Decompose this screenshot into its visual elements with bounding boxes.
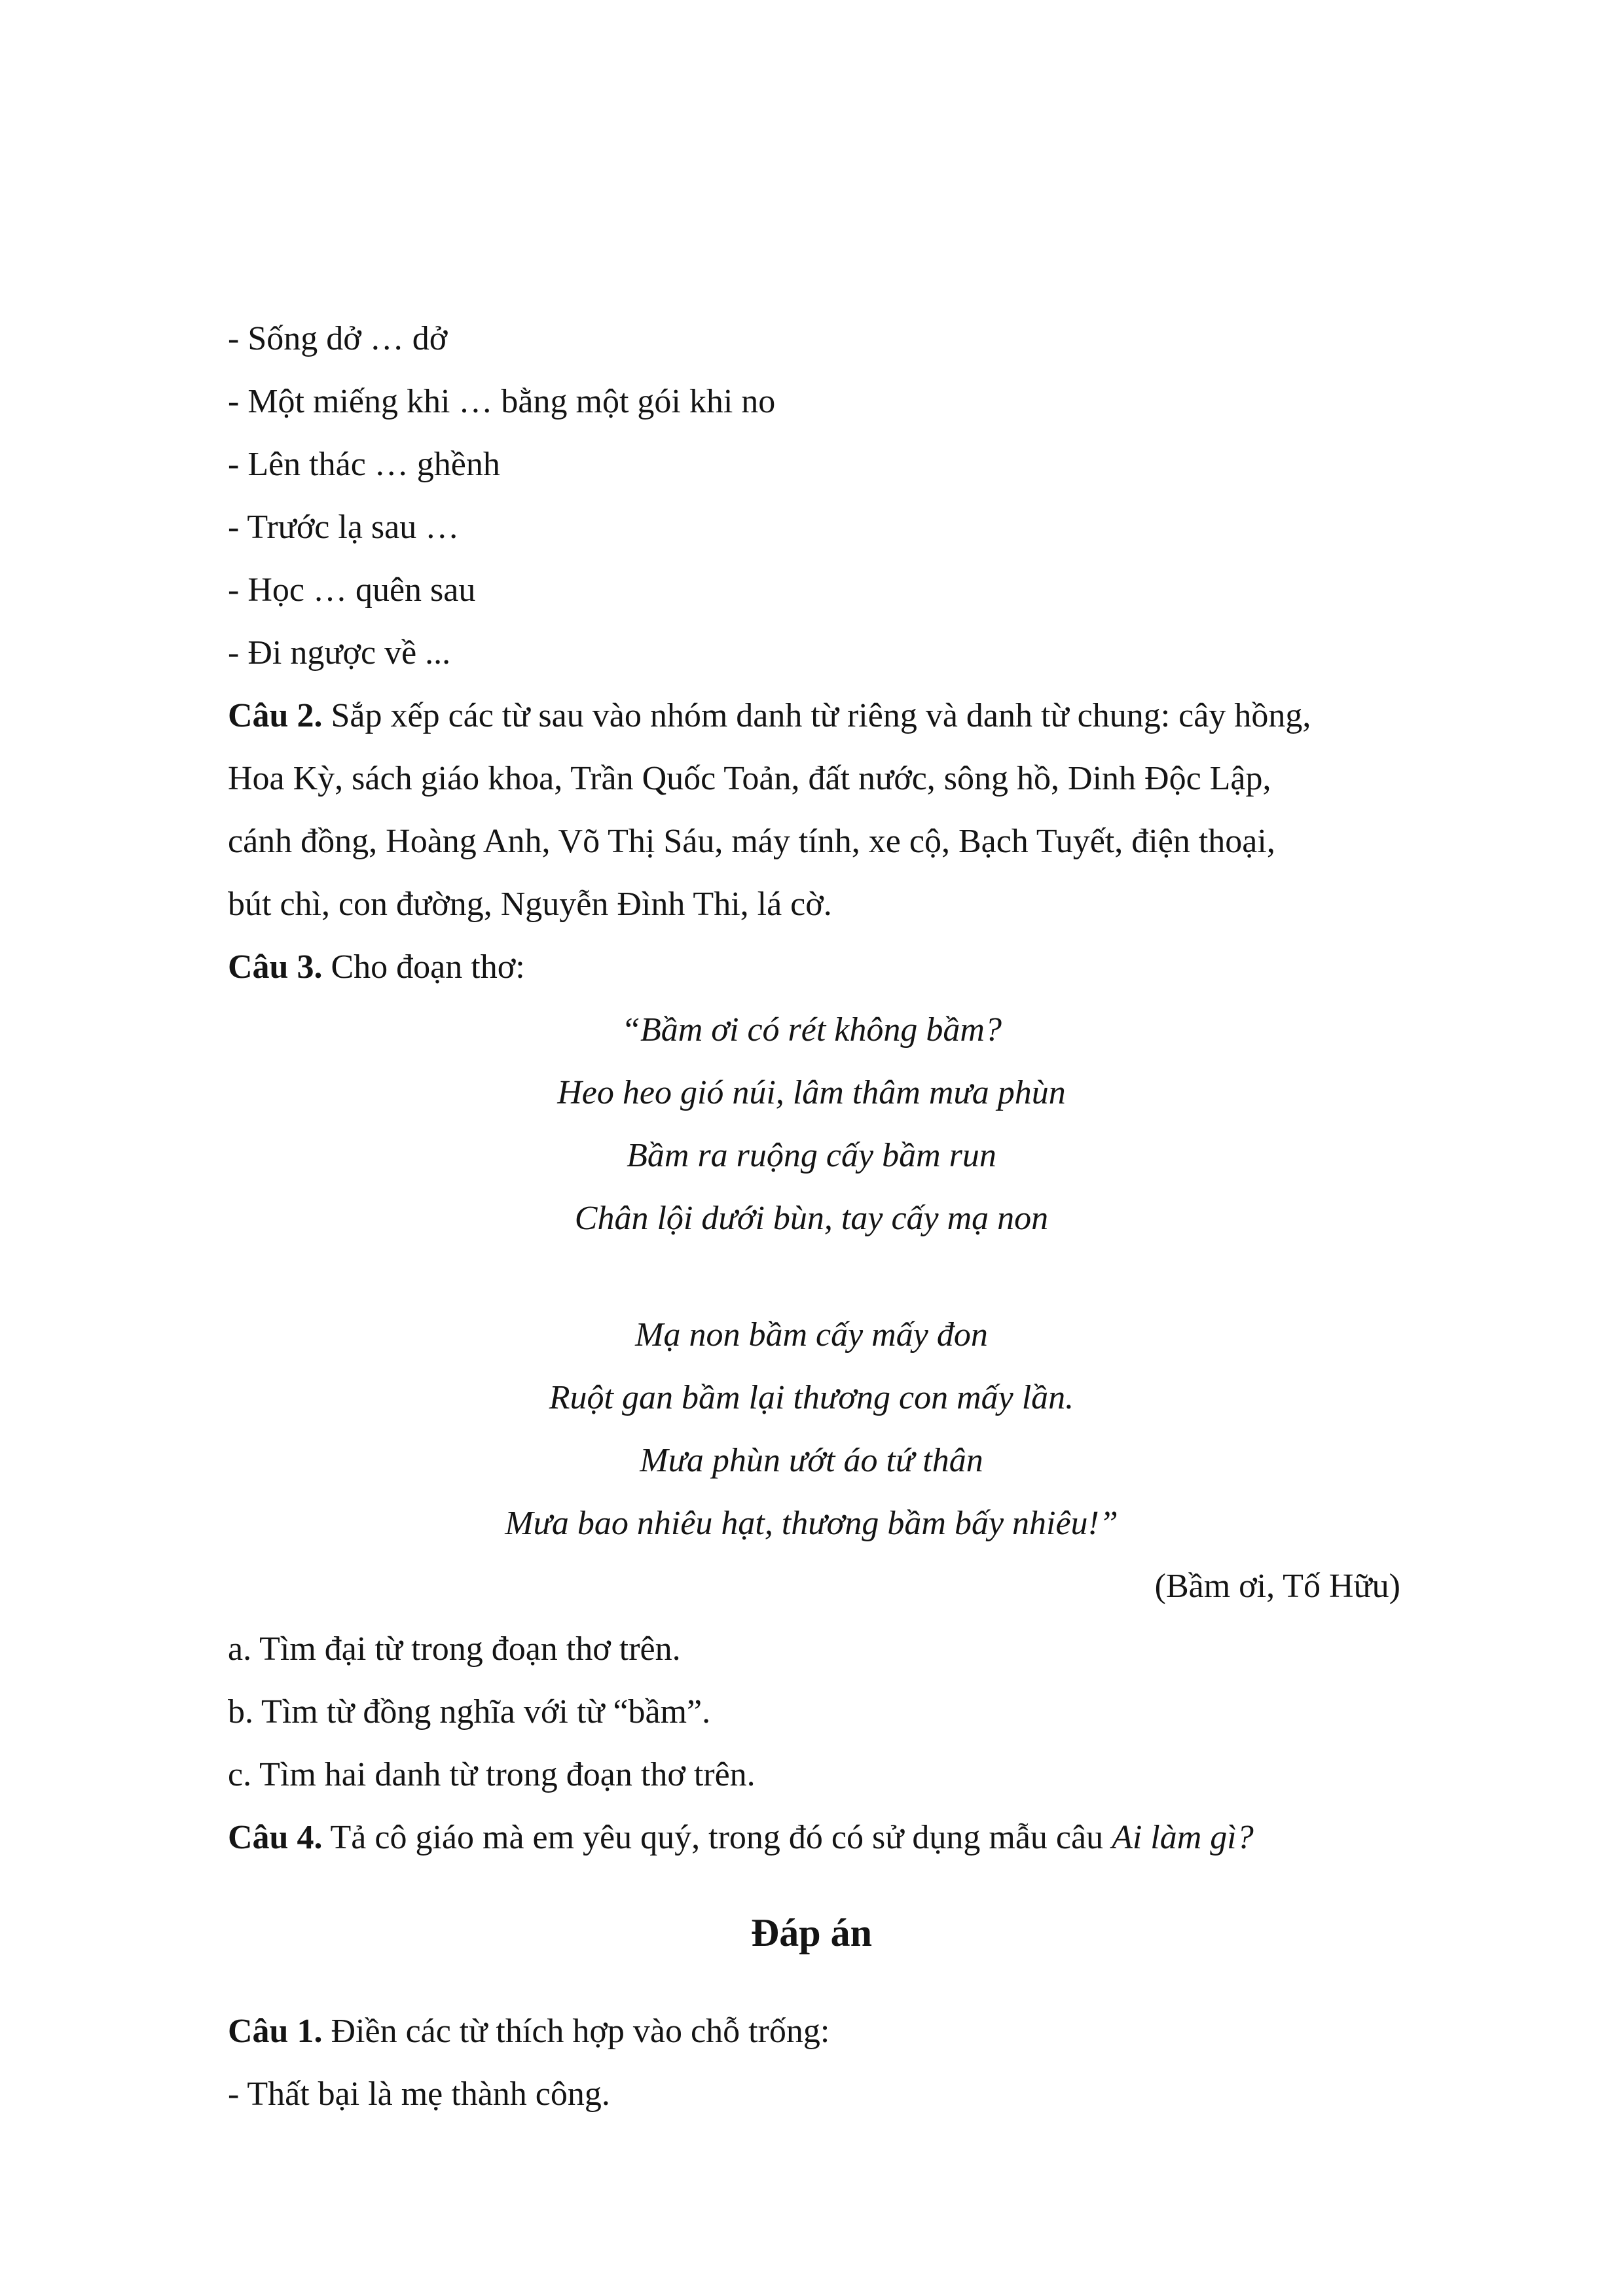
list-item: - Học … quên sau (228, 571, 476, 609)
poem-line: Heo heo gió núi, lâm thâm mưa phùn (557, 1074, 1066, 1111)
poem-source: (Bầm ơi, Tố Hữu) (1154, 1568, 1400, 1605)
poem-line: Chân lội dưới bùn, tay cấy mạ non (574, 1200, 1049, 1237)
question-2-line-3: cánh đồng, Hoàng Anh, Võ Thị Sáu, máy tính, xe cộ, Bạch Tuyết, điện thoại, (228, 823, 1275, 860)
poem-line: Mưa phùn ướt áo tứ thân (640, 1442, 983, 1479)
question-3-label: Câu 3. (228, 948, 323, 986)
list-item: - Trước lạ sau … (228, 509, 460, 546)
question-2-line-1: Câu 2. Sắp xếp các từ sau vào nhóm danh từ riêng và danh từ chung: cây hồng, (228, 697, 1311, 734)
list-item: - Đi ngược về ... (228, 634, 451, 672)
list-item: - Một miếng khi … bằng một gói khi no (228, 383, 776, 420)
poem-line: Mạ non bầm cấy mấy đon (635, 1316, 988, 1354)
poem-line: “Bầm ơi có rét không bầm? (621, 1011, 1002, 1049)
poem-line: Bầm ra ruộng cấy bầm run (627, 1137, 996, 1174)
answer-1-item: - Thất bại là mẹ thành công. (228, 2075, 610, 2113)
question-3-c: c. Tìm hai danh từ trong đoạn thơ trên. (228, 1756, 756, 1793)
question-2-line-2: Hoa Kỳ, sách giáo khoa, Trần Quốc Toản, đất nước, sông hồ, Dinh Độc Lập, (228, 760, 1271, 797)
list-item: - Sống dở … dở (228, 320, 448, 357)
poem-line: Ruột gan bầm lại thương con mấy lần. (549, 1379, 1074, 1416)
question-3-line: Câu 3. Cho đoạn thơ: (228, 948, 525, 986)
question-2-line-4: bút chì, con đường, Nguyễn Đình Thi, lá cờ. (228, 886, 832, 923)
question-3-a: a. Tìm đại từ trong đoạn thơ trên. (228, 1630, 681, 1668)
question-4-label: Câu 4. (228, 1819, 323, 1856)
question-2-label: Câu 2. (228, 697, 323, 734)
answer-heading: Đáp án (750, 1911, 873, 1954)
poem-line: Mưa bao nhiêu hạt, thương bầm bấy nhiêu!” (505, 1505, 1118, 1542)
answer-1-line: Câu 1. Điền các từ thích hợp vào chỗ trống: (228, 2013, 830, 2050)
answer-1-label: Câu 1. (228, 2013, 323, 2050)
question-4-line: Câu 4. Tả cô giáo mà em yêu quý, trong đó có sử dụng mẫu câu Ai làm gì? (228, 1819, 1254, 1856)
list-item: - Lên thác … ghềnh (228, 446, 500, 483)
question-3-b: b. Tìm từ đồng nghĩa với từ “bầm”. (228, 1693, 711, 1731)
